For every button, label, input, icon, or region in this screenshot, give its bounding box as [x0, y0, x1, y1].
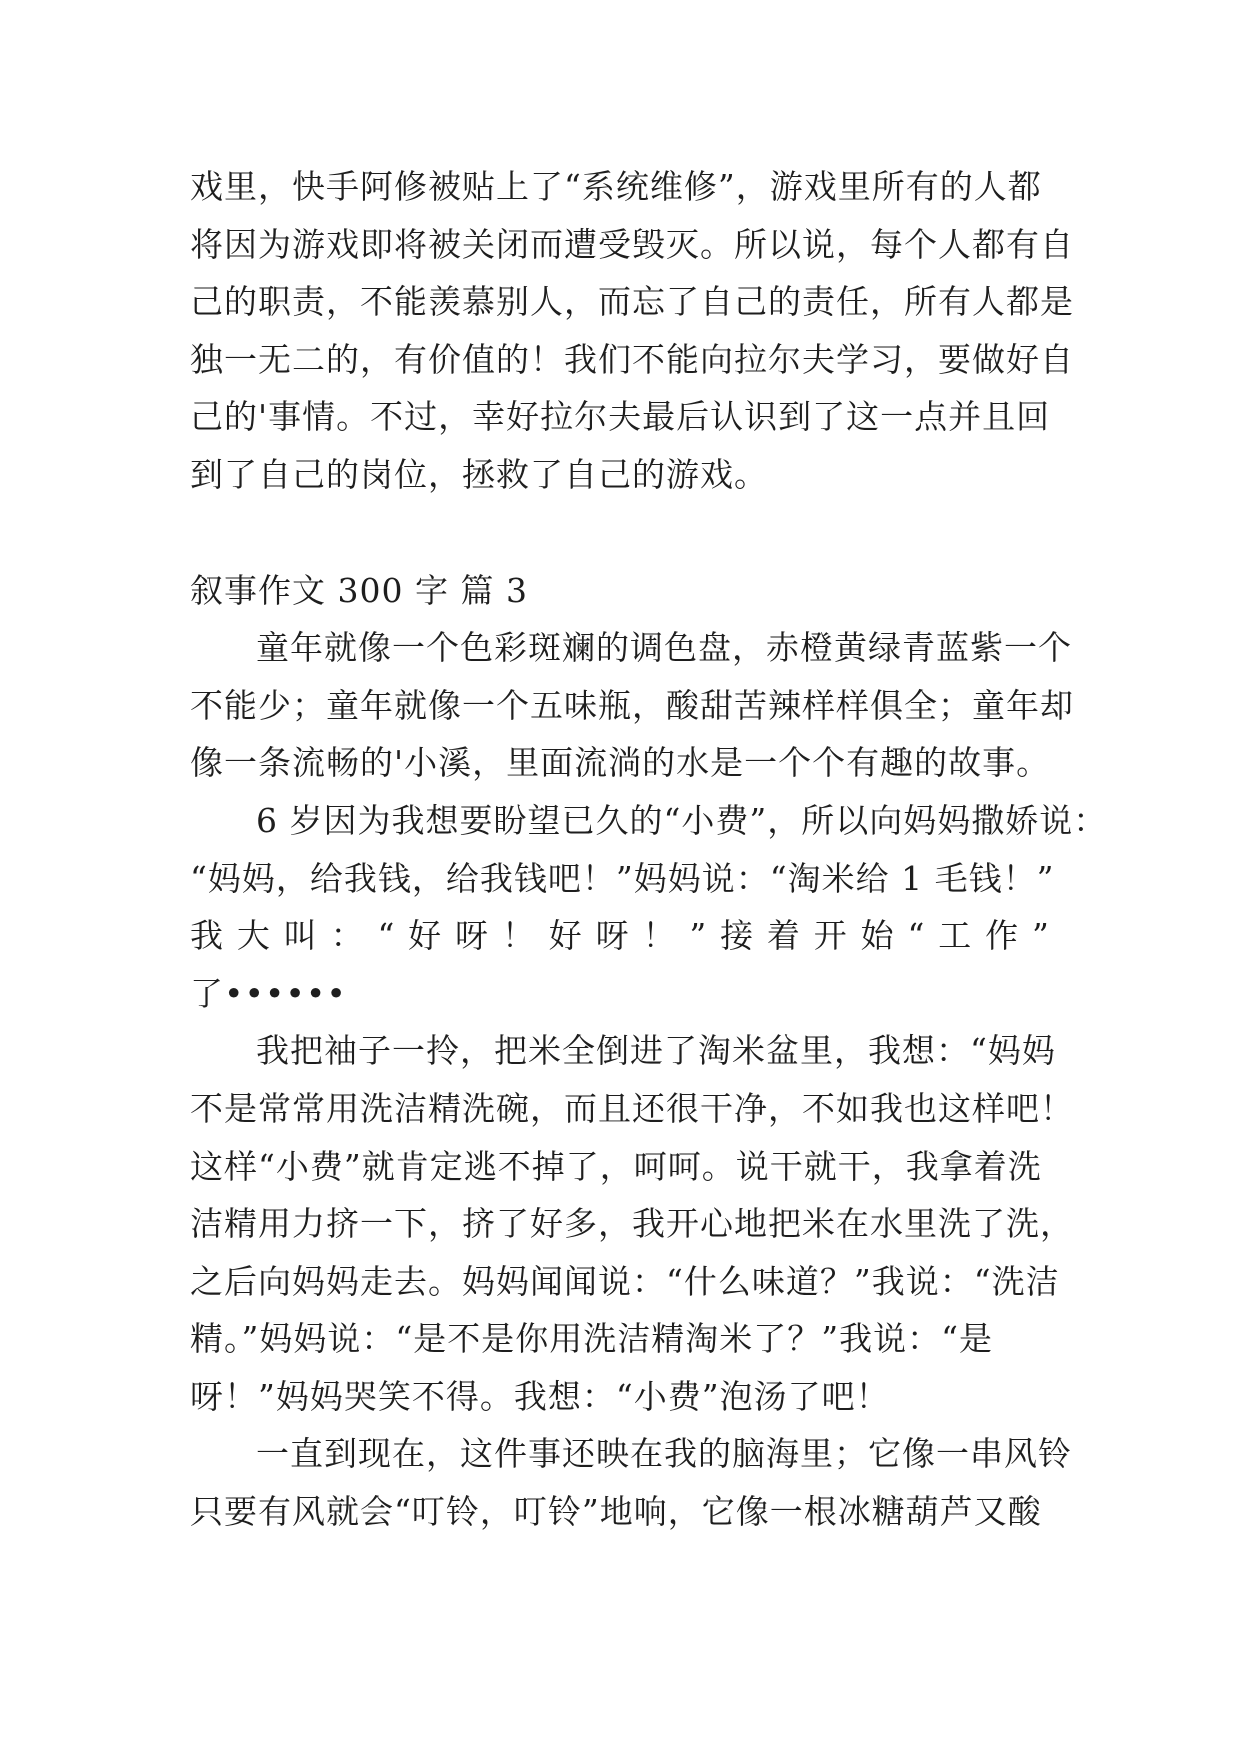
- char: 接: [720, 916, 755, 956]
- char: 着: [766, 916, 801, 956]
- char: 始: [860, 916, 895, 956]
- char: 呀: [595, 916, 630, 956]
- paragraph: [190, 792, 1108, 1022]
- text-line: “妈妈，给我钱，给我钱吧！”妈妈说：“淘米给 1 毛钱！”: [190, 858, 1055, 898]
- text-line: 洁精用力挤一下，挤了好多，我开心地把米在水里洗了洗，: [190, 1204, 1074, 1244]
- paragraph: [190, 1425, 1072, 1540]
- text-line: 独一无二的，有价值的！我们不能向拉尔夫学习，要做好自: [190, 339, 1074, 379]
- blank-line: [190, 504, 1050, 562]
- paragraph: [190, 1022, 1074, 1425]
- text-line: 将因为游戏即将被关闭而遭受毁灭。所以说，每个人都有自: [190, 224, 1074, 264]
- text-line: 戏里，快手阿修被贴上了“系统维修”，游戏里所有的人都: [190, 167, 1042, 206]
- text-line: 我把袖子一拎，把米全倒进了淘米盆里，我想：“妈妈: [256, 1031, 1056, 1071]
- text-line: 到了自己的岗位，拯救了自己的游戏。: [190, 454, 768, 494]
- paragraph: [190, 619, 1074, 792]
- text-line: 一直到现在，这件事还映在我的脑海里；它像一串风铃: [256, 1434, 1072, 1474]
- char: 作: [985, 916, 1020, 956]
- text-line: 不能少；童年就像一个五味瓶，酸甜苦辣样样俱全；童年却: [190, 685, 1074, 725]
- text-line: 呀！”妈妈哭笑不得。我想：“小费”泡汤了吧！: [190, 1376, 890, 1416]
- text-line: 精。”妈妈说：“是不是你用洗洁精淘米了？”我说：“是: [190, 1319, 993, 1359]
- char: 呀: [455, 916, 490, 956]
- char: 好: [548, 916, 583, 956]
- char: ！: [642, 916, 677, 956]
- text-line: 己的'事情。不过，幸好拉尔夫最后认识到了这一点并且回: [190, 397, 1051, 437]
- paragraph-continued: [190, 158, 1074, 504]
- text-line: 童年就像一个色彩斑斓的调色盘，赤橙黄绿青蓝紫一个: [256, 628, 1072, 668]
- text-line: 像一条流畅的'小溪，里面流淌的水是一个个有趣的故事。: [190, 743, 1051, 783]
- text-line: 不是常常用洗洁精洗碗，而且还很干净，不如我也这样吧！: [190, 1088, 1074, 1128]
- char: 好: [408, 916, 443, 956]
- char: ：: [330, 916, 365, 956]
- char: 开: [813, 916, 848, 956]
- section-heading: 叙事作文 300 字 篇 3: [190, 570, 528, 610]
- text-line: 之后向妈妈走去。妈妈闻闻说：“什么味道？”我说：“洗洁: [190, 1261, 1060, 1301]
- char: 叫: [283, 916, 318, 956]
- char: 大: [236, 916, 271, 956]
- document-body: [190, 158, 1108, 1541]
- text-line: 6 岁因为我想要盼望已久的“小费”，所以向妈妈撒娇说：: [256, 800, 1108, 840]
- text-line: 己的职责，不能羡慕别人，而忘了自己的责任，所有人都是: [190, 282, 1074, 322]
- text-line-justified: [190, 907, 1050, 965]
- char: ！: [501, 916, 536, 956]
- char: “: [377, 916, 396, 956]
- char: 我: [190, 916, 224, 956]
- char: ”: [1031, 916, 1050, 956]
- text-line: 这样“小费”就肯定逃不掉了，呵呵。说干就干，我拿着洗: [190, 1146, 1042, 1186]
- text-line: 只要有风就会“叮铃，叮铃”地响，它像一根冰糖葫芦又酸: [190, 1492, 1042, 1532]
- text-line: 了••••••: [190, 973, 347, 1013]
- char: ”: [689, 916, 708, 956]
- char: “: [907, 916, 926, 956]
- char: 工: [938, 916, 973, 956]
